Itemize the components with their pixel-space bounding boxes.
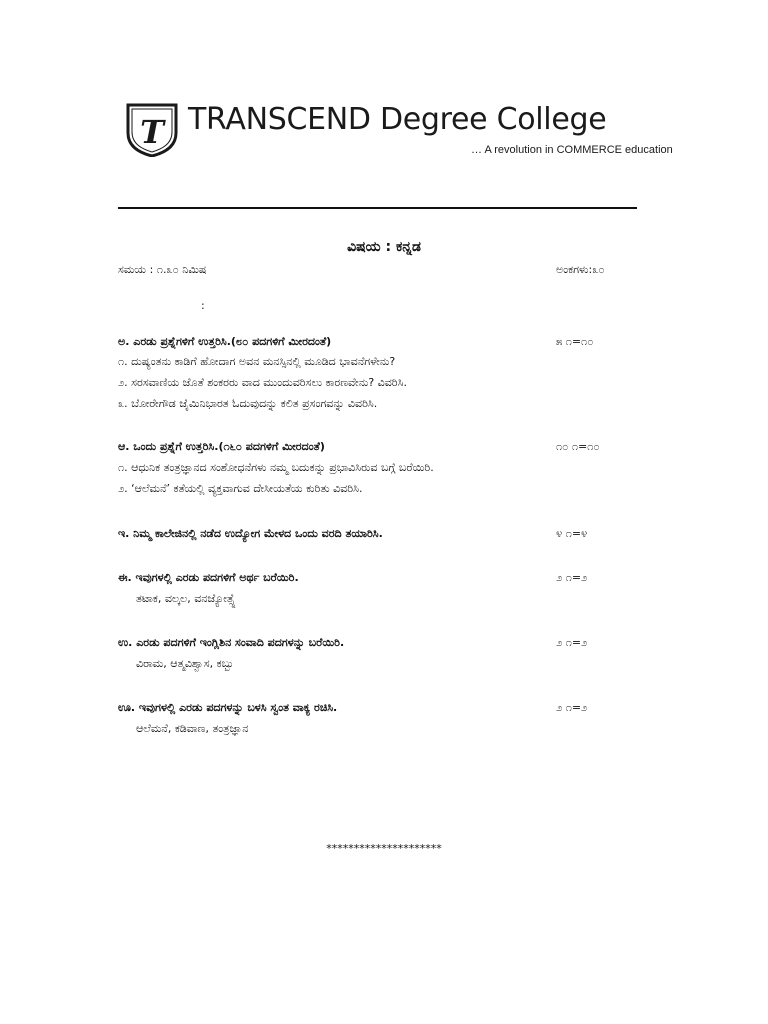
word-list: ಆಲೆಮನೆ, ಕಡಿವಾಣ, ತಂತ್ರಜ್ಞಾನ bbox=[136, 722, 249, 735]
header-divider bbox=[118, 207, 637, 209]
college-tagline: … A revolution in COMMERCE education bbox=[471, 144, 673, 156]
section-marks: ೪ ೧=೪ bbox=[556, 527, 588, 540]
question-item: ೨. ಸರಸವಾಣಿಯ ಜೊತೆ ಶಂಕರರು ವಾದ ಮುಂದುವರಿಸಲು ಕಾರಣವೇನು? ವಿವರಿಸಿ. bbox=[118, 376, 407, 389]
word-list: ವಿರಾಮ, ಆತ್ಮವಿಶ್ವಾಸ, ಕಬ್ಬು bbox=[136, 657, 234, 670]
section-marks: ೨ ೧=೨ bbox=[556, 571, 588, 584]
section-marks: ೫ ೧=೧೦ bbox=[556, 335, 594, 348]
section-marks: ೧೦ ೧=೧೦ bbox=[556, 440, 600, 453]
college-header bbox=[126, 100, 706, 160]
college-shield-logo bbox=[126, 103, 178, 157]
section-heading: ಆ. ಒಂದು ಪ್ರಶ್ನೆಗೆ ಉತ್ತರಿಸಿ.(೧೬೦ ಪದಗಳಿಗೆ ಮೀರದಂತೆ) bbox=[118, 440, 325, 453]
question-item: ೧. ಆಧುನಿಕ ತಂತ್ರಜ್ಞಾನದ ಸಂಶೋಧನೆಗಳು ನಮ್ಮ ಬದುಕನ್ನು ಪ್ರಭಾವಿಸಿರುವ ಬಗ್ಗೆ ಬರೆಯಿರಿ. bbox=[118, 461, 434, 474]
question-item: ೧. ದುಷ್ಯಂತನು ಕಾಡಿಗೆ ಹೋದಾಗ ಅವನ ಮನಸ್ಸಿನಲ್ಲಿ ಮೂಡಿದ ಭಾವನೆಗಳೇನು? bbox=[118, 355, 396, 368]
section-heading: ಉ. ಎರಡು ಪದಗಳಿಗೆ ಇಂಗ್ಲಿಶಿನ ಸಂವಾದಿ ಪದಗಳನ್ನು ಬರೆಯಿರಿ. bbox=[118, 636, 345, 649]
section-heading: ಊ. ಇವುಗಳಲ್ಲಿ ಎರಡು ಪದಗಳನ್ನು ಬಳಸಿ ಸ್ವಂತ ವಾಕ್ಯ ರಚಿಸಿ. bbox=[118, 701, 338, 714]
section-heading: ಇ. ನಿಮ್ಮ ಕಾಲೇಜಿನಲ್ಲಿ ನಡೆದ ಉದ್ಯೋಗ ಮೇಳದ ಒಂದು ವರದಿ ತಯಾರಿಸಿ. bbox=[118, 527, 383, 540]
section-heading: ಈ. ಇವುಗಳಲ್ಲಿ ಎರಡು ಪದಗಳಿಗೆ ಅರ್ಥ ಬರೆಯಿರಿ. bbox=[118, 571, 299, 584]
exam-total-marks: ಅಂಕಗಳು:೩೦ bbox=[556, 263, 605, 276]
exam-subject: ವಿಷಯ : ಕನ್ನಡ bbox=[347, 239, 421, 255]
section-heading: ಅ. ಎರಡು ಪ್ರಶ್ನೆಗಳಿಗೆ ಉತ್ತರಿಸಿ.(೮೦ ಪದಗಳಿಗೆ ಮೀರದಂತೆ) bbox=[118, 335, 332, 348]
question-item: ೨. ‘ಆಲೆಮನೆ’ ಕತೆಯಲ್ಲಿ ವ್ಯಕ್ತವಾಗುವ ದೇಸೀಯತೆಯ ಕುರಿತು ವಿವರಿಸಿ. bbox=[118, 482, 363, 495]
question-item: ೩. ಬೋರೇಗೌಡ ಜೈಮಿನಿಭಾರತ ಓದುವುದನ್ನು ಕಲಿತ ಪ್ರಸಂಗವನ್ನು ವಿವರಿಸಿ. bbox=[118, 397, 378, 410]
section-marks: ೨ ೧=೨ bbox=[556, 636, 588, 649]
section-marks: ೨ ೧=೨ bbox=[556, 701, 588, 714]
name-field-colon: : bbox=[201, 299, 205, 312]
word-list: ತಟಾಕ, ವಲ್ಕಲ, ವನಜ್ಯೋತ್ಸ್ನೆ bbox=[136, 592, 236, 605]
logo-letter: T bbox=[140, 113, 164, 151]
exam-time: ಸಮಯ : ೧.೩೦ ನಿಮಿಷ bbox=[118, 263, 207, 276]
college-name: TRANSCEND Degree College bbox=[188, 102, 607, 137]
end-of-paper-stars: ********************* bbox=[326, 842, 442, 855]
